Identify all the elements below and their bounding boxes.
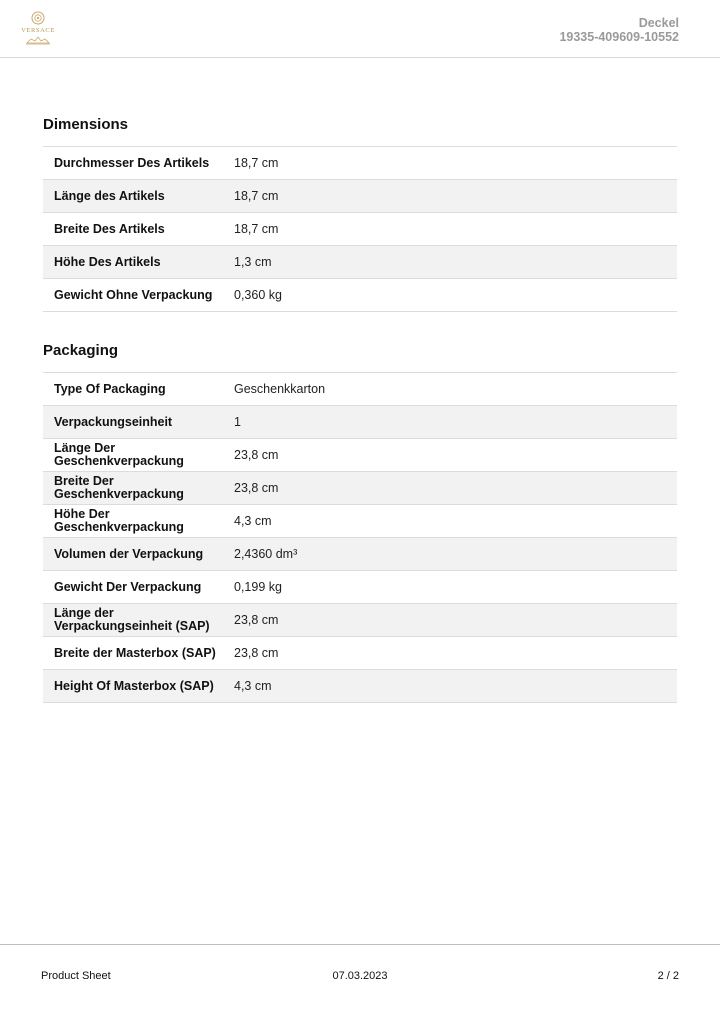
spec-value: 1,3 cm — [234, 246, 677, 279]
spec-value: 0,360 kg — [234, 279, 677, 312]
spec-value: 2,4360 dm³ — [234, 538, 677, 571]
packaging-title: Packaging — [43, 342, 119, 359]
product-code: 19335-409609-10552 — [559, 30, 679, 44]
spec-row — [43, 472, 677, 505]
spec-label: Länge Der Geschenkverpackung — [43, 439, 234, 472]
spec-row — [43, 213, 677, 246]
spec-label: Breite Der Geschenkverpackung — [43, 472, 234, 505]
spec-label: Breite der Masterbox (SAP) — [43, 637, 234, 670]
spec-value: Geschenkkarton — [234, 373, 677, 406]
packaging-table — [43, 372, 677, 703]
spec-label: Breite Des Artikels — [43, 213, 234, 246]
dimensions-table — [43, 146, 677, 312]
footer-doc-type: Product Sheet — [41, 970, 111, 982]
spec-value: 23,8 cm — [234, 439, 677, 472]
spec-row — [43, 147, 677, 180]
spec-label: Länge der Verpackungseinheit (SAP) — [43, 604, 234, 637]
spec-label: Gewicht Ohne Verpackung — [43, 279, 234, 312]
spec-row — [43, 180, 677, 213]
spec-row — [43, 505, 677, 538]
spec-label: Höhe Der Geschenkverpackung — [43, 505, 234, 538]
spec-row — [43, 439, 677, 472]
spec-label: Volumen der Verpackung — [43, 538, 234, 571]
spec-value: 4,3 cm — [234, 505, 677, 538]
spec-value: 0,199 kg — [234, 571, 677, 604]
spec-value: 23,8 cm — [234, 472, 677, 505]
footer-page-number: 2 / 2 — [657, 970, 679, 982]
product-name: Deckel — [638, 16, 679, 30]
spec-label: Länge des Artikels — [43, 180, 234, 213]
spec-row — [43, 246, 677, 279]
page-footer — [0, 944, 720, 1019]
brand-logo — [16, 10, 60, 52]
spec-label: Height Of Masterbox (SAP) — [43, 670, 234, 703]
spec-value: 4,3 cm — [234, 670, 677, 703]
document-meta — [559, 16, 679, 44]
spec-value: 1 — [234, 406, 677, 439]
spec-value: 23,8 cm — [234, 604, 677, 637]
spec-value: 18,7 cm — [234, 180, 677, 213]
spec-label: Durchmesser Des Artikels — [43, 147, 234, 180]
spec-row — [43, 373, 677, 406]
spec-value: 23,8 cm — [234, 637, 677, 670]
spec-row — [43, 279, 677, 312]
spec-row — [43, 571, 677, 604]
spec-label: Höhe Des Artikels — [43, 246, 234, 279]
spec-label: Gewicht Der Verpackung — [43, 571, 234, 604]
svg-text:VERSACE: VERSACE — [21, 27, 55, 34]
dimensions-title: Dimensions — [43, 116, 129, 133]
spec-label: Type Of Packaging — [43, 373, 234, 406]
spec-value: 18,7 cm — [234, 213, 677, 246]
spec-row — [43, 670, 677, 703]
spec-row — [43, 637, 677, 670]
footer-date: 07.03.2023 — [332, 970, 388, 982]
spec-row — [43, 538, 677, 571]
spec-row — [43, 406, 677, 439]
spec-value: 18,7 cm — [234, 147, 677, 180]
page-header — [0, 0, 720, 58]
spec-row — [43, 604, 677, 637]
spec-label: Verpackungseinheit — [43, 406, 234, 439]
